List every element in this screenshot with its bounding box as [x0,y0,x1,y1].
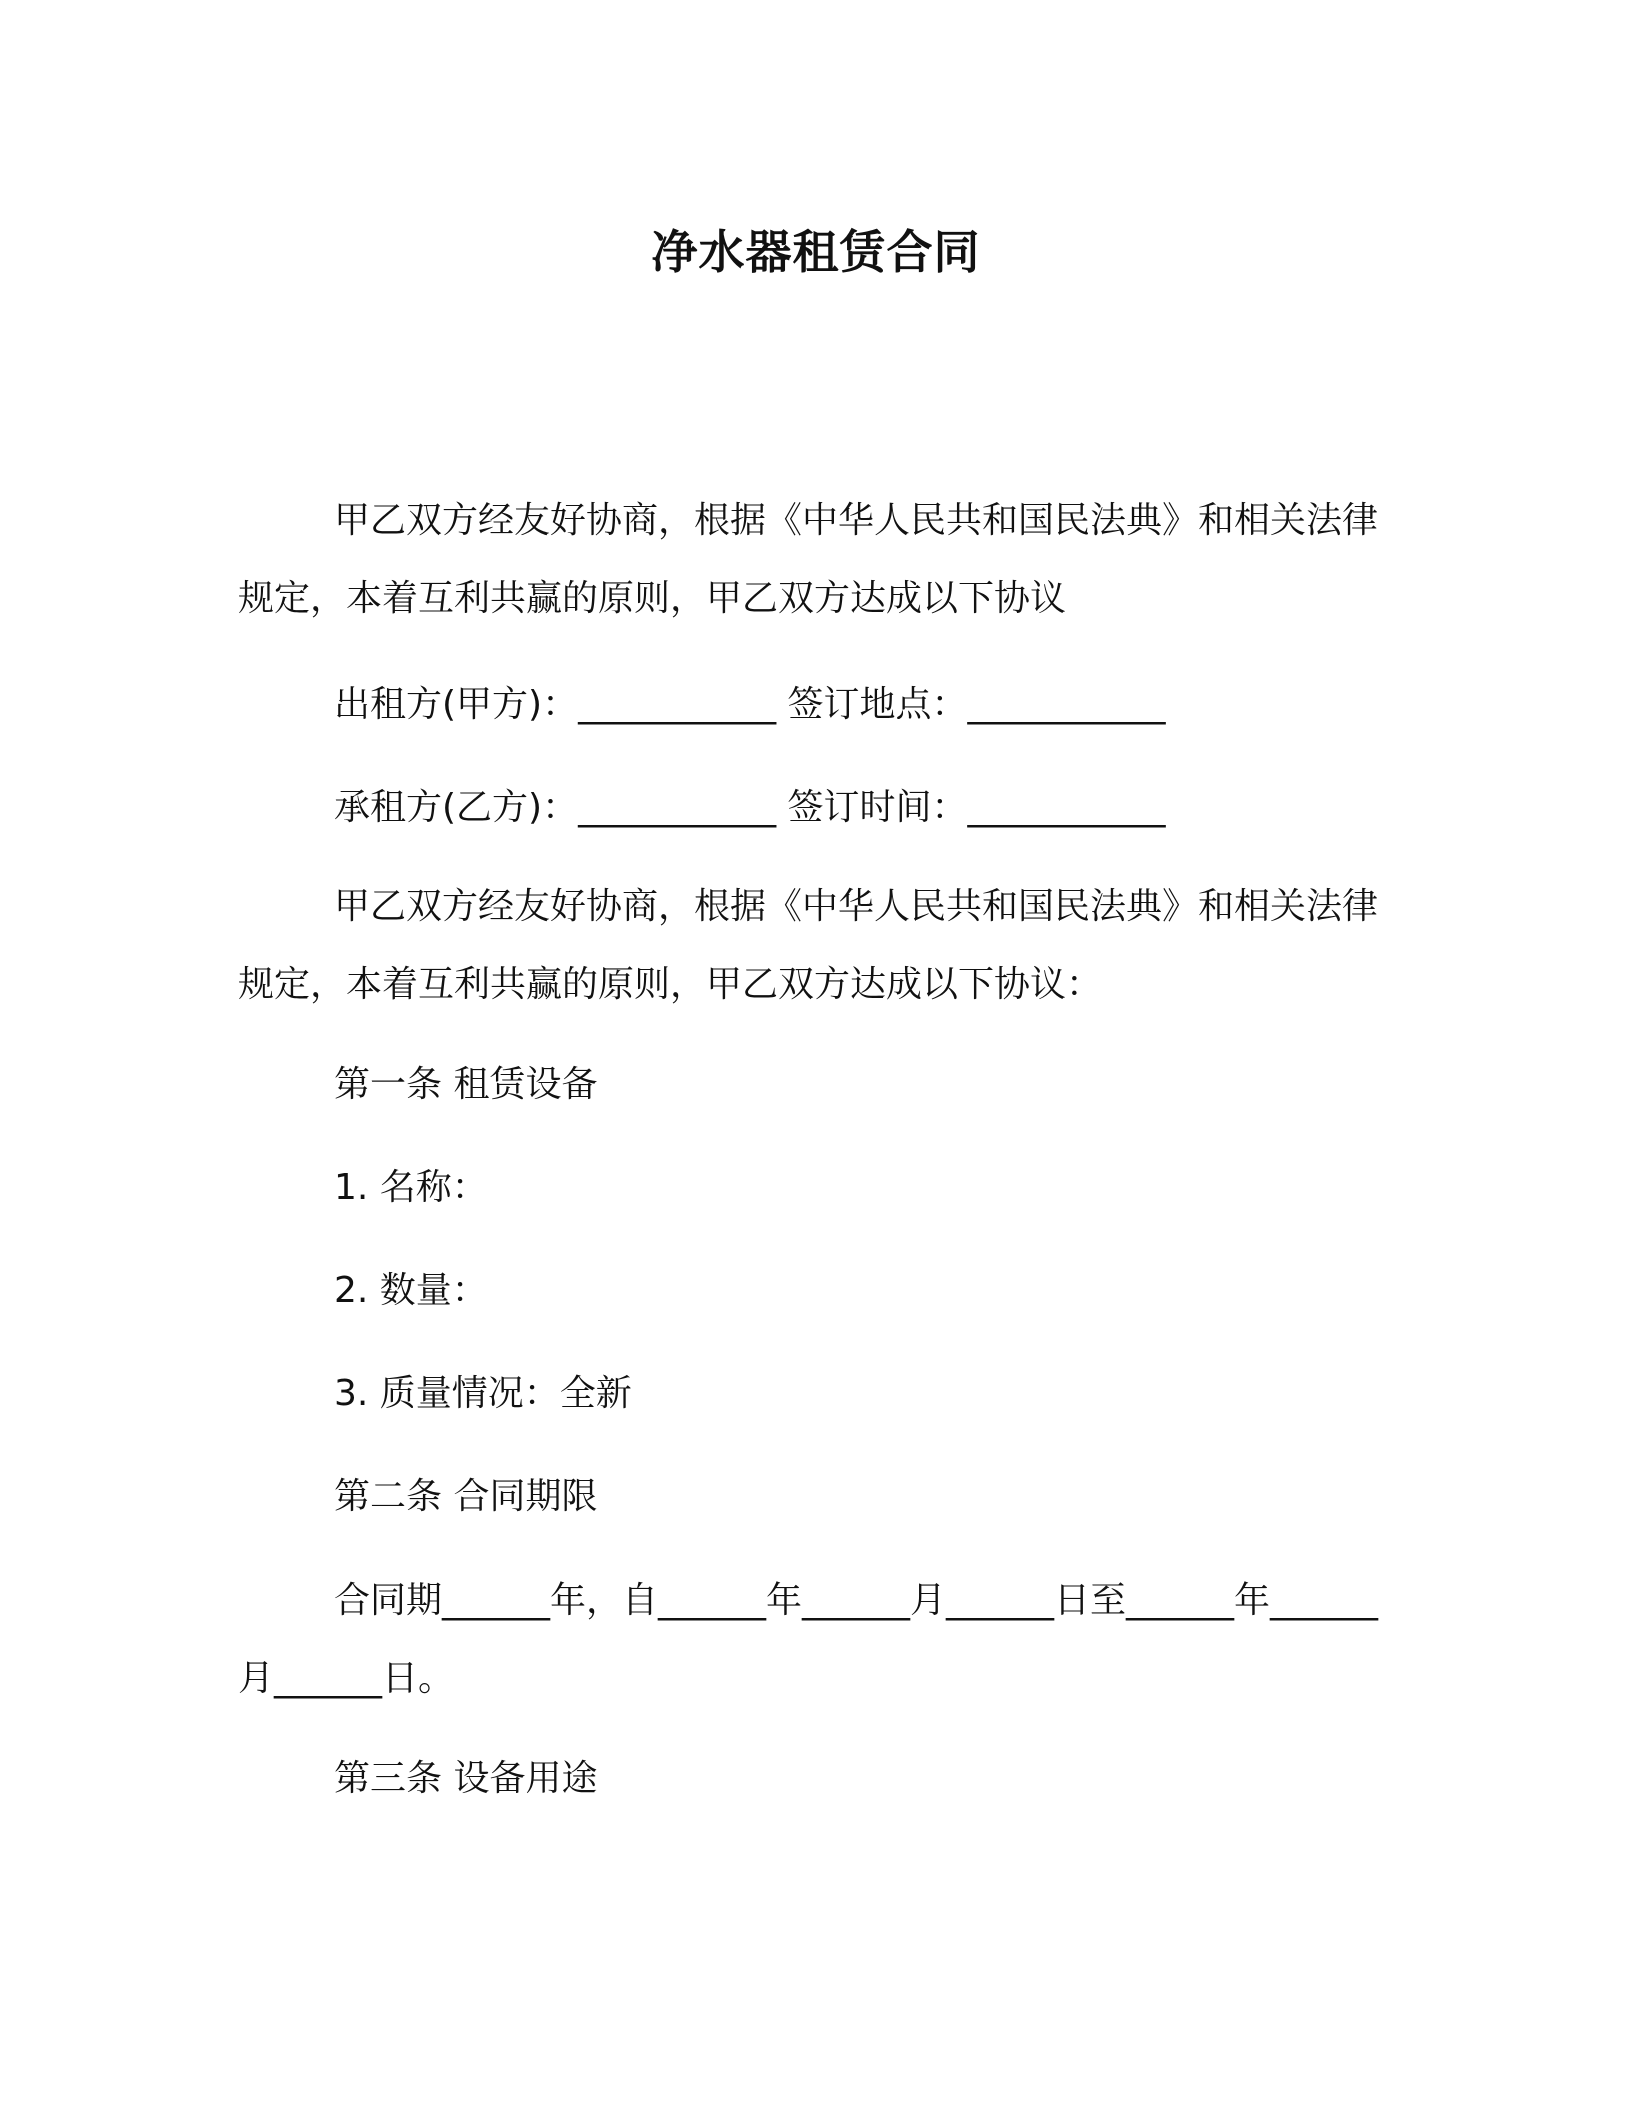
article-2-heading: 第二条 合同期限 [334,1476,598,1517]
document-title: 净水器租赁合同 [651,225,981,279]
term-paragraph: 合同期______年，自______年______月______日至______年______月______日。 [238,1580,1379,1699]
lessee-line: 承租方(乙方)：___________ 签订时间：___________ [334,787,1166,828]
item-quantity: 2. 数量： [334,1270,488,1311]
item-quality: 3. 质量情况：全新 [334,1373,632,1414]
intro-paragraph-1: 甲乙双方经友好协商，根据《中华人民共和国民法典》和相关法律规定，本着互利共赢的原则，甲乙双方达成以下协议 [238,500,1379,619]
lessor-line: 出租方(甲方)：___________ 签订地点：___________ [334,684,1166,725]
intro-paragraph-2: 甲乙双方经友好协商，根据《中华人民共和国民法典》和相关法律规定，本着互利共赢的原则，甲乙双方达成以下协议： [238,886,1379,1005]
article-1-heading: 第一条 租赁设备 [334,1064,598,1105]
article-3-heading: 第三条 设备用途 [334,1758,598,1799]
item-name: 1. 名称： [334,1167,488,1208]
